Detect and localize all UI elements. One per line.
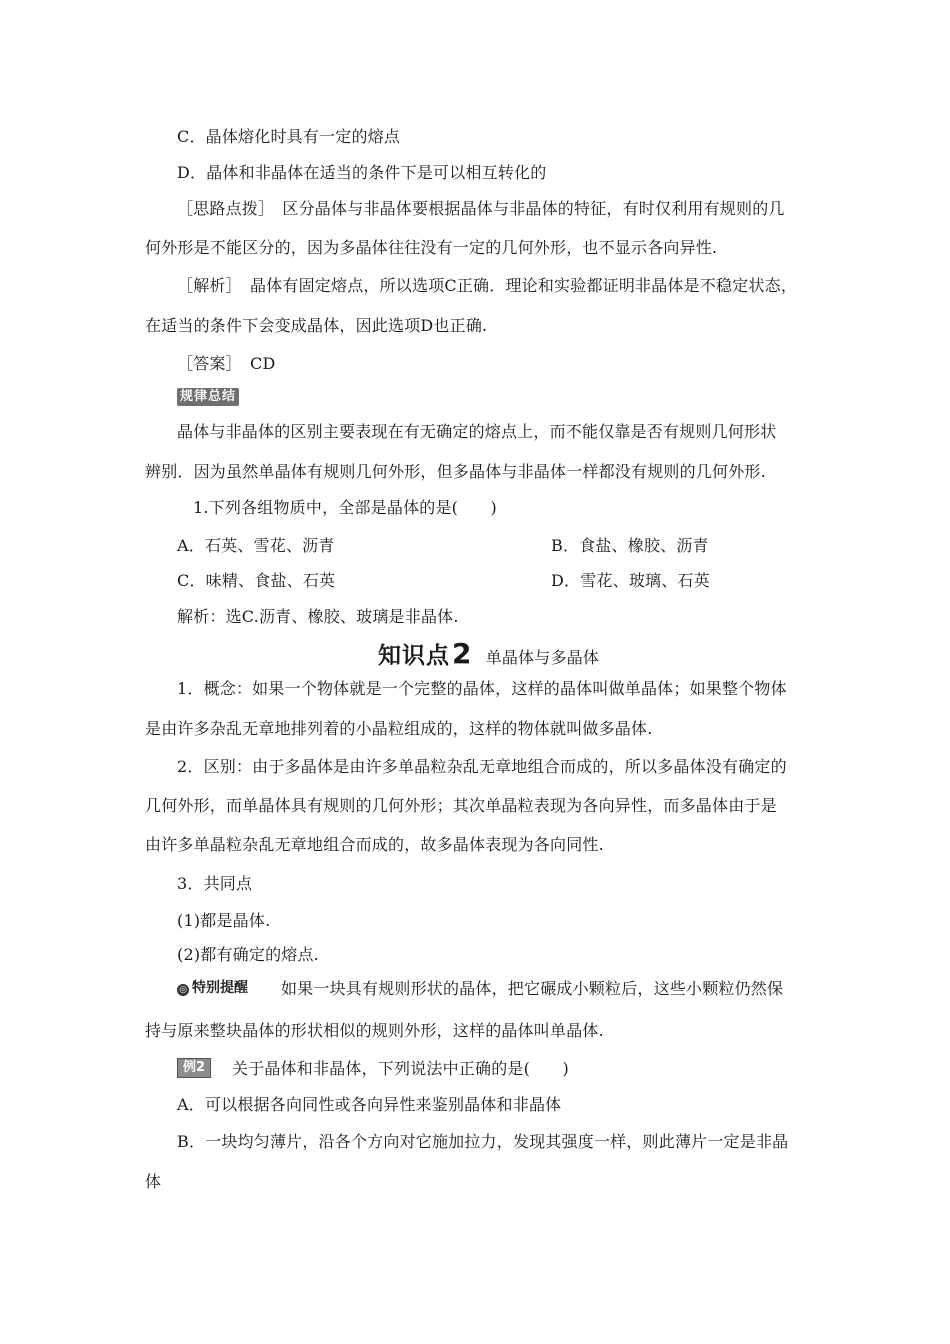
- option-d: D．晶体和非晶体在适当的条件下是可以相互转化的: [177, 163, 547, 182]
- rule-summary-badge: 规律总结: [177, 388, 239, 406]
- analysis-line-2: 在适当的条件下会变成晶体，因此选项D也正确.: [145, 316, 488, 335]
- example-2-option-b-line-1: B．一块均匀薄片，沿各个方向对它施加拉力，发现其强度一样，则此薄片一定是非晶: [177, 1132, 789, 1151]
- remind-icon: ◎: [177, 984, 189, 996]
- q1-option-a: A．石英、雪花、沥青: [177, 536, 335, 555]
- remind-line-2: 持与原来整块晶体的形状相似的规则外形，这样的晶体叫单晶体.: [145, 1021, 604, 1040]
- rule-line-2: 辨别．因为虽然单晶体有规则几何外形，但多晶体与非晶体一样都没有规则的几何外形.: [145, 462, 766, 481]
- example-2-badge: 例2: [177, 1058, 211, 1078]
- rule-line-1: 晶体与非晶体的区别主要表现在有无确定的熔点上，而不能仅靠是否有规则几何形状: [177, 422, 777, 441]
- section-subtitle: 单晶体与多晶体: [485, 648, 600, 667]
- question-1: 1.下列各组物质中，全部是晶体的是( ): [193, 498, 497, 517]
- section-heading: [378, 639, 599, 673]
- answer-line: ［答案］ CD: [177, 354, 276, 373]
- hint-line-1: ［思路点拨］ 区分晶体与非晶体要根据晶体与非晶体的特征，有时仅利用有规则的几: [177, 199, 785, 218]
- special-remind-label: 特别提醒: [192, 980, 248, 996]
- concept-line-1: 1．概念：如果一个物体就是一个完整的晶体，这样的晶体叫做单晶体；如果整个物体: [177, 679, 787, 698]
- difference-line-2: 几何外形，而单晶体具有规则的几何外形；其次单晶粒表现为各向异性，而多晶体由于是: [145, 796, 777, 815]
- section-title: 知识点: [378, 643, 450, 669]
- difference-line-1: 2．区别：由于多晶体是由许多单晶粒杂乱无章地组合而成的，所以多晶体没有确定的: [177, 757, 787, 776]
- q1-option-b: B．食盐、橡胶、沥青: [551, 536, 709, 555]
- example-2-option-a: A．可以根据各向同性或各向异性来鉴别晶体和非晶体: [177, 1095, 562, 1114]
- q1-option-d: D．雪花、玻璃、石英: [551, 571, 710, 590]
- q1-option-c: C．味精、食盐、石英: [177, 571, 336, 590]
- difference-line-3: 由许多单晶粒杂乱无章地组合而成的，故多晶体表现为各向同性.: [145, 835, 604, 854]
- option-c: C．晶体熔化时具有一定的熔点: [177, 127, 401, 146]
- common-item-2: (2)都有确定的熔点.: [177, 945, 319, 964]
- hint-line-2: 何外形是不能区分的，因为多晶体往往没有一定的几何外形，也不显示各向异性.: [145, 238, 718, 257]
- common-heading: 3．共同点: [177, 874, 253, 893]
- concept-line-2: 是由许多杂乱无章地排列着的小晶粒组成的，这样的物体就叫做多晶体.: [145, 719, 653, 738]
- example-2-question: 关于晶体和非晶体，下列说法中正确的是( ): [232, 1059, 569, 1078]
- section-number: 2: [452, 637, 472, 670]
- q1-answer: 解析：选C.沥青、橡胶、玻璃是非晶体.: [177, 607, 459, 626]
- special-remind-badge: [177, 979, 248, 997]
- analysis-line-1: ［解析］ 晶体有固定熔点，所以选项C正确．理论和实验都证明非晶体是不稳定状态，: [177, 276, 798, 295]
- example-2-option-b-line-2: 体: [145, 1172, 162, 1191]
- common-item-1: (1)都是晶体.: [177, 911, 271, 930]
- remind-line-1: 如果一块具有规则形状的晶体，把它碾成小颗粒后，这些小颗粒仍然保: [281, 979, 784, 998]
